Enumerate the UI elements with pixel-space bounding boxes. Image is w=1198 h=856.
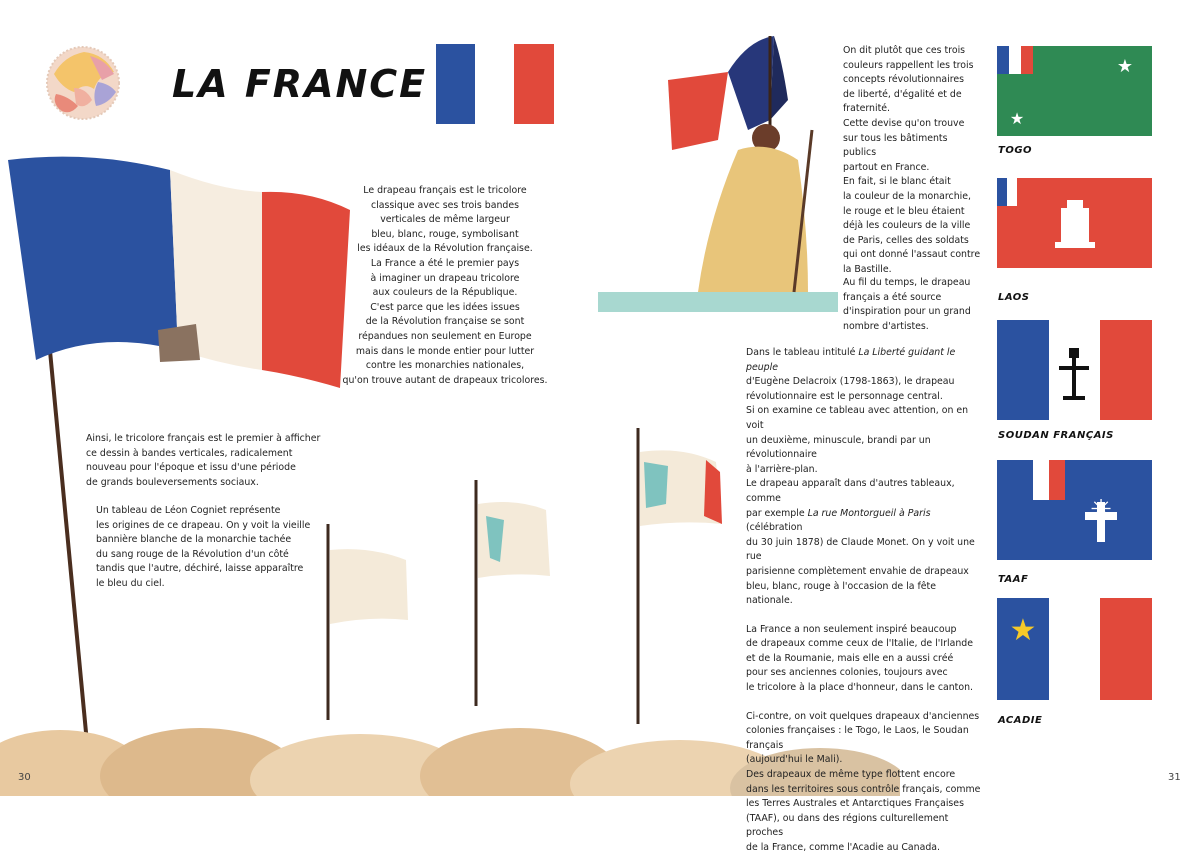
right-text-main-1: Dans le tableau intitulé La Liberté guidant le peuple d'Eugène Delacroix (1798-1863), le drapeau révolutionnaire est le personnage central. Si on examine ce tableau avec attention, on en voit un deuxième, minuscule, brandi par un révolutionnaire à l'arrière-plan. Le drapeau apparaît dans d'autres tableaux, comme par exemple La rue Montorgueil à Paris (célébration du 30 juin 1878) de Claude Monet. On y voit une rue parisienne complètement envahie de drapeaux bleu, blanc, rouge à l'occasion de la fête nationale. bbox=[746, 347, 975, 607]
left-text-1: Ainsi, le tricolore français est le premier à afficher ce dessin à bandes verticales, radicalement nouveau pour l'époque et issu d'une période de grands bouleversements sociaux. bbox=[86, 433, 321, 488]
svg-text:★: ★ bbox=[1009, 613, 1037, 648]
laos-flag bbox=[997, 178, 1152, 268]
togo-flag bbox=[997, 46, 1152, 136]
right-paragraph-main bbox=[746, 346, 982, 856]
soudan-flag-caption: SOUDAN FRANÇAIS bbox=[998, 430, 1114, 441]
intro-text: Le drapeau français est le tricolore classique avec ses trois bandes verticales de même largeur bleu, blanc, rouge, symbolisant les idéaux de la Révolution française. La France a été le premier pays à imaginer un drapeau tricolore aux couleurs de la République. C'est parce que les idées issues de la Révolution française se sont répandues non seulement en Europe mais dans le monde entier pour lutter contre les monarchies nationales, qu'on trouve autant de drapeaux tricolores. bbox=[342, 185, 548, 386]
right-paragraph-mid bbox=[843, 276, 983, 334]
french-flag-small bbox=[436, 44, 554, 124]
acadie-flag bbox=[997, 598, 1152, 700]
svg-text:★: ★ bbox=[1009, 109, 1025, 128]
right-text-mid: Au fil du temps, le drapeau français a été source d'inspiration pour un grand nombre d'artistes. bbox=[843, 277, 971, 332]
page-title: LA FRANCE bbox=[172, 62, 428, 106]
left-text-2: Un tableau de Léon Cogniet représente les origines de ce drapeau. On y voit la vieille bannière blanche de la monarchie tachée du sang rouge de la Révolution d'un côté tandis que l'autre, déchiré, laisse apparaître le bleu du ciel. bbox=[96, 505, 311, 589]
taaf-flag bbox=[997, 460, 1152, 560]
intro-paragraph bbox=[330, 184, 560, 388]
torn-flag-illustration bbox=[470, 476, 560, 706]
right-text-main-3: Ci-contre, on voit quelques drapeaux d'anciennes colonies françaises : le Togo, le Laos, le Soudan français (aujourd'hui le Mali). Des drapeaux de même type flottent encore dans les territoires sous contrôle français, comme les Terres Australes et Antarctiques Françaises (TAAF), ou dans des régions culturellement proches de la France, comme l'Acadie au Canada. bbox=[746, 710, 981, 853]
right-text-main-2: La France a non seulement inspiré beaucoup de drapeaux comme ceux de l'Italie, de l'Irlande et de la Roumanie, mais elle en a aussi créé pour ses anciennes colonies, toujours avec le tricolore à la place d'honneur, dans le canton. bbox=[746, 623, 974, 694]
right-text-top: On dit plutôt que ces trois couleurs rappellent les trois concepts révolutionnaires de liberté, d'égalité et de fraternité. Cette devise qu'on trouve sur tous les bâtiments publics partout en France. En fait, si le blanc était la couleur de la monarchie, le rouge et le bleu étaient déjà les couleurs de la ville de Paris, celles des soldats qui ont donné l'assaut contre la Bastille. bbox=[843, 45, 981, 275]
left-paragraph-2 bbox=[96, 504, 336, 592]
page-number-left: 30 bbox=[18, 772, 31, 783]
soudan-flag bbox=[997, 320, 1152, 420]
liberty-painting-illustration bbox=[598, 30, 838, 320]
right-paragraph-top bbox=[843, 44, 983, 278]
globe-icon bbox=[44, 44, 122, 122]
svg-text:✳: ✳ bbox=[1090, 495, 1112, 525]
page-number-right: 31 bbox=[1168, 772, 1181, 783]
acadie-flag-caption: ACADIE bbox=[998, 715, 1043, 726]
tricolor-torn-flag-illustration bbox=[632, 424, 732, 724]
svg-text:★: ★ bbox=[1116, 56, 1134, 77]
togo-flag-caption: TOGO bbox=[998, 145, 1033, 156]
left-paragraph-1 bbox=[86, 432, 326, 490]
taaf-flag-caption: TAAF bbox=[998, 574, 1029, 585]
laos-flag-caption: LAOS bbox=[998, 292, 1030, 303]
